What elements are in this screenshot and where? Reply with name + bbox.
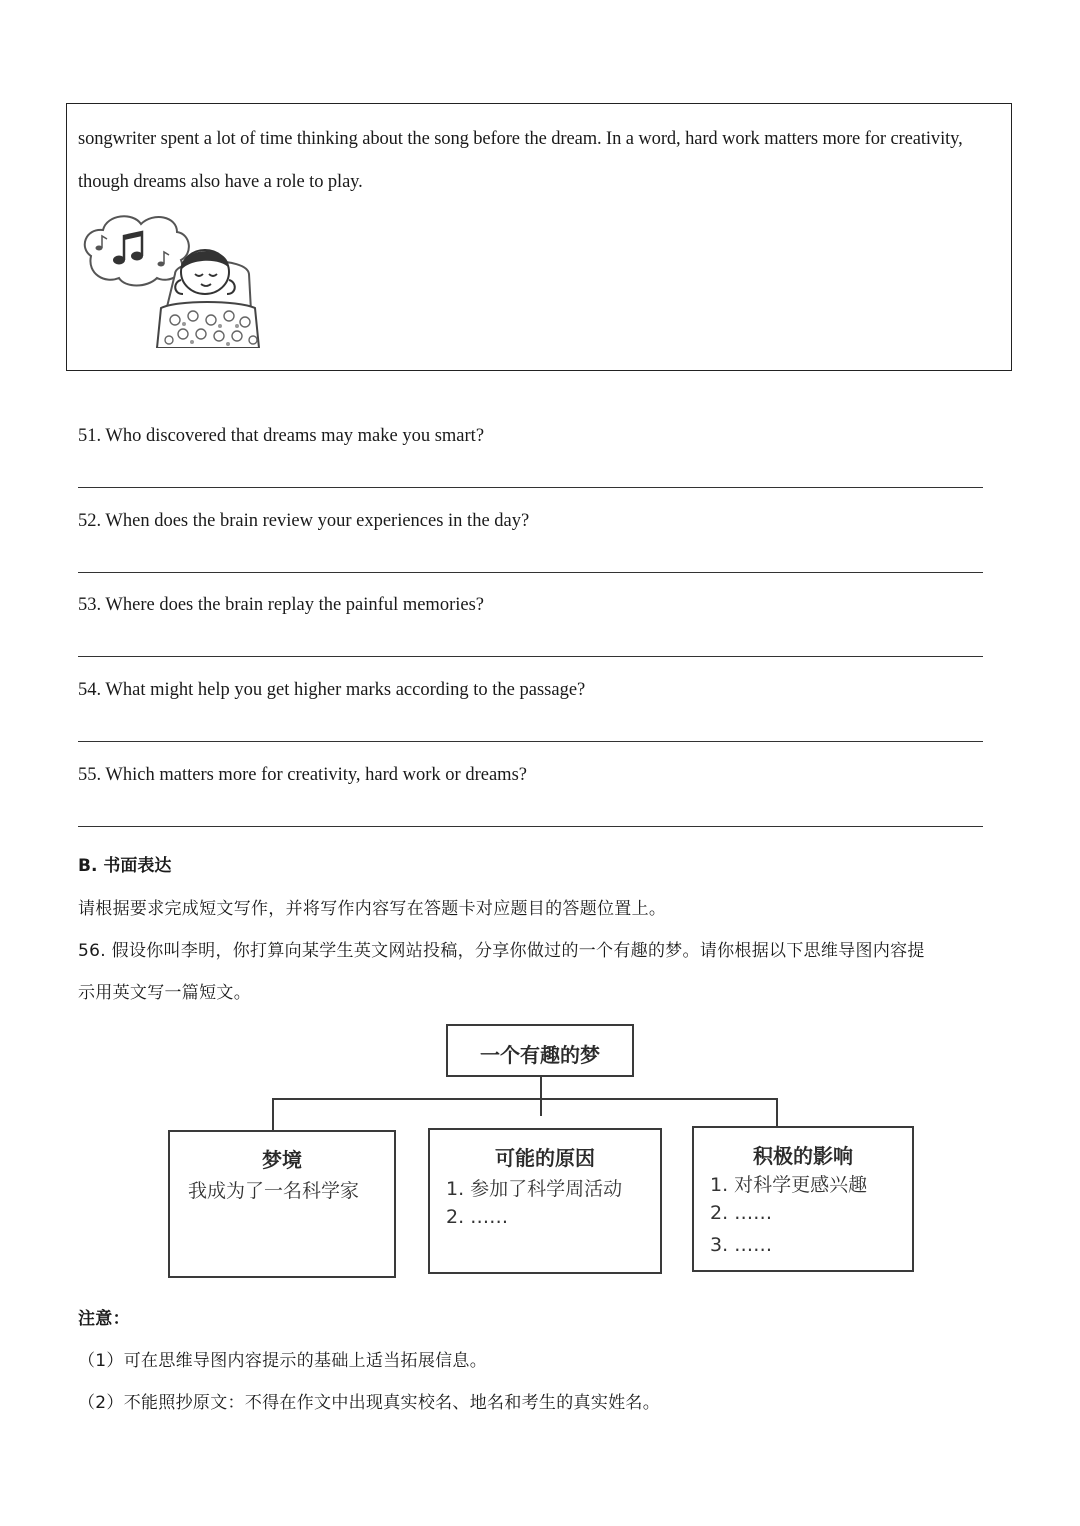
section-heading: B. 书面表达 [78,856,172,876]
note-item: （1）可在思维导图内容提示的基础上适当拓展信息。 [78,1351,488,1371]
branch-title: 积极的影响 [753,1144,853,1168]
connector-line [272,1098,778,1100]
sleeping-boy-dreaming-of-music-illustration [77,208,267,353]
branch-item: 3. …… [710,1234,773,1256]
answer-line[interactable] [78,572,983,573]
question-text: 52. When does the brain review your experiences in the day? [78,511,530,531]
answer-line[interactable] [78,741,983,742]
answer-line[interactable] [78,656,983,657]
root-label: 一个有趣的梦 [480,1043,600,1067]
branch-item: 2. …… [710,1202,773,1224]
mind-map-branch-effects [692,1126,914,1272]
question-text: 54. What might help you get higher marks according to the passage? [78,680,586,700]
branch-title: 可能的原因 [495,1146,595,1170]
answer-line[interactable] [78,826,983,827]
notes-heading: 注意： [78,1309,130,1329]
writing-instruction: 请根据要求完成短文写作，并将写作内容写在答题卡对应题目的答题位置上。 [78,899,667,919]
branch-item: 2. …… [446,1206,509,1228]
connector-line [776,1098,778,1126]
branch-title: 梦境 [262,1148,302,1172]
passage-text [78,118,1008,204]
branch-item: 我成为了一名科学家 [188,1180,360,1202]
connector-line [272,1098,274,1130]
mind-map [160,1018,930,1293]
question-text: 53. Where does the brain replay the painful memories? [78,595,484,615]
mind-map-root [446,1024,634,1077]
branch-item: 1. 参加了科学周活动 [446,1178,623,1200]
answer-line[interactable] [78,487,983,488]
mind-map-branch-reasons [428,1128,662,1274]
note-item: （2）不能照抄原文：不得在作文中出现真实校名、地名和考生的真实姓名。 [78,1393,661,1413]
mind-map-branch-dream [168,1130,396,1278]
branch-item: 1. 对科学更感兴趣 [710,1174,868,1196]
passage-line: songwriter spent a lot of time thinking about the song before the dream. In a word, hard work matters more for creativity, [78,129,963,149]
writing-prompt-line: 56. 假设你叫李明，你打算向某学生英文网站投稿，分享你做过的一个有趣的梦。请你根据以下思维导图内容提 [78,941,925,961]
connector-line [540,1076,542,1116]
writing-prompt-line: 示用英文写一篇短文。 [78,983,251,1003]
question-text: 55. Which matters more for creativity, hard work or dreams? [78,765,527,785]
passage-line: though dreams also have a role to play. [78,172,363,192]
question-text: 51. Who discovered that dreams may make you smart? [78,426,485,446]
passage-box [66,103,1012,371]
